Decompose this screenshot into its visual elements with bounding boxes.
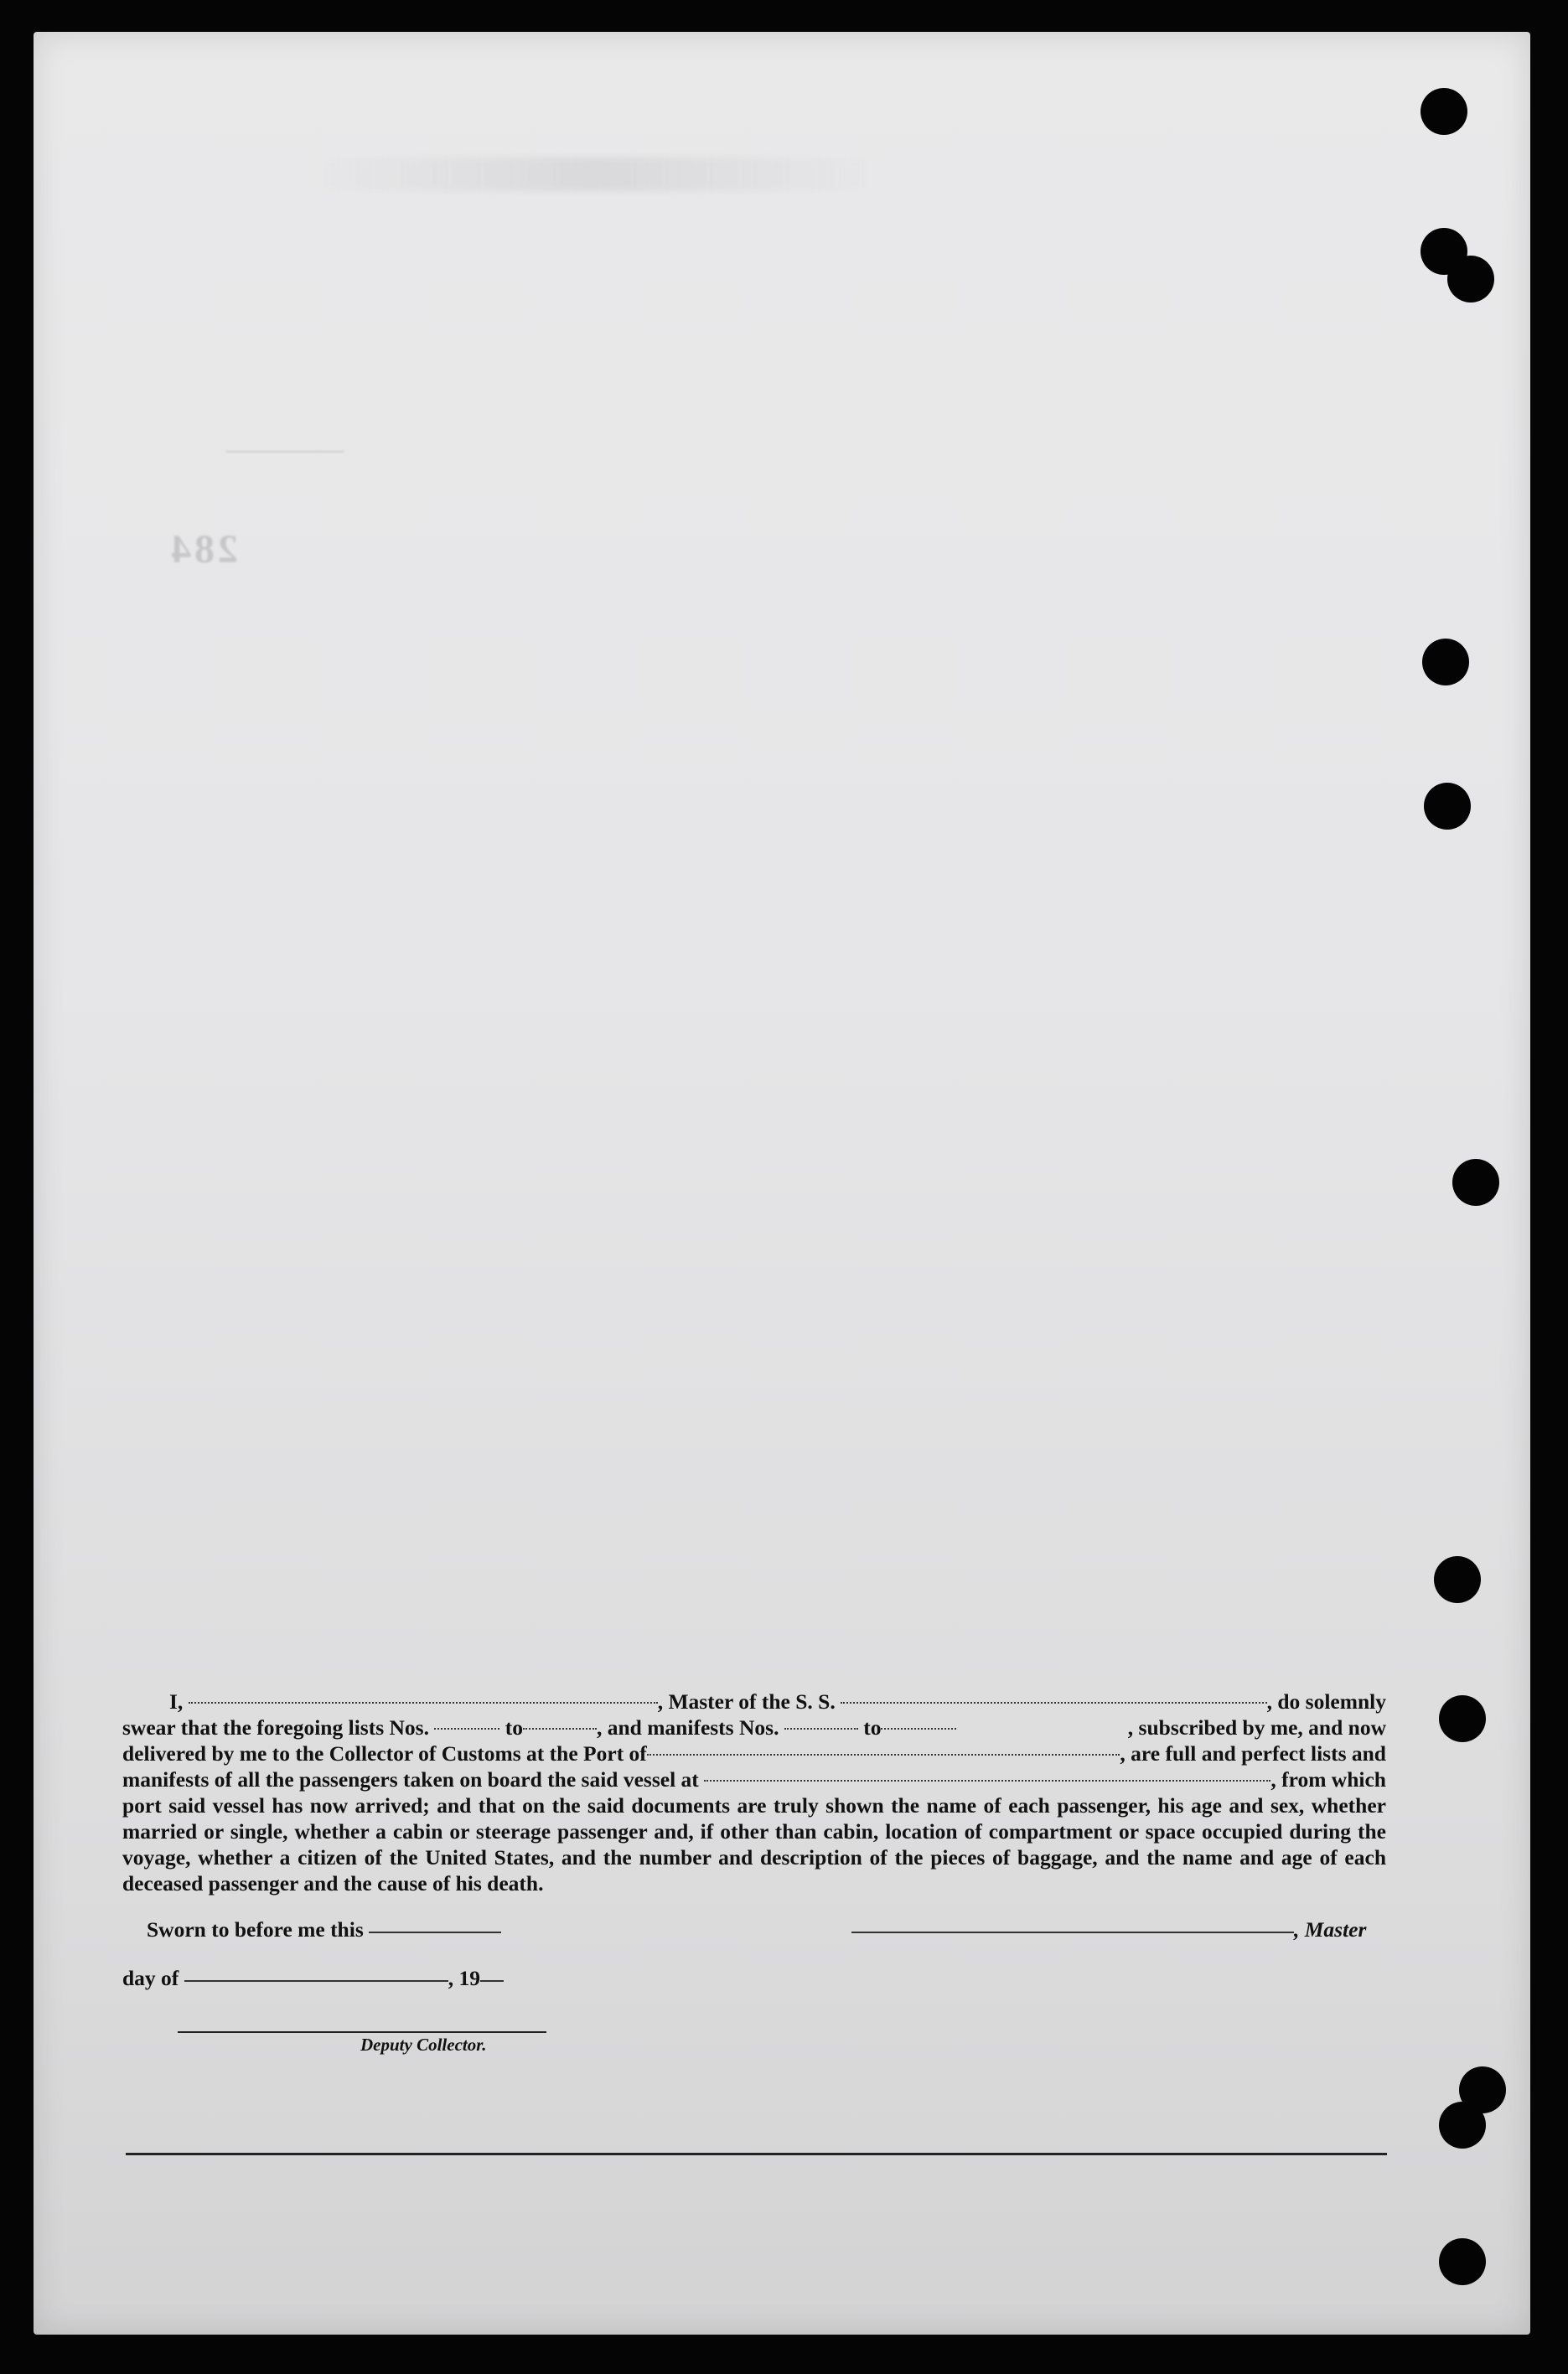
punch-hole <box>1439 2102 1486 2149</box>
oath-text: , subscribed by me, and now <box>1127 1715 1386 1740</box>
day-of-label: day of <box>122 1966 184 1990</box>
vessel-name-blank[interactable] <box>841 1702 1267 1704</box>
oath-text: to <box>857 1715 882 1740</box>
faded-stamp-box <box>226 451 344 486</box>
deputy-signature-blank[interactable] <box>178 2031 546 2033</box>
oath-text: , are full and perfect lists and <box>1120 1741 1386 1766</box>
oath-body-text: port said vessel has now arrived; and that on the said documents are truly shown the name of each passenger, his age and sex, whether married or single, whether a cabin or steerage passenger and, if other than cabin, location of compartment or space occupied during the voyage, whether a citizen of the United States, and the number and description of the pieces of baggage, and the name and age of each deceased passenger and the cause of his death. <box>122 1793 1386 1896</box>
day-of-line <box>122 1966 504 1991</box>
oath-text: , Master of the S. S. <box>657 1689 841 1714</box>
sworn-date-blank[interactable] <box>369 1932 501 1933</box>
sworn-line <box>147 1917 501 1942</box>
manifests-from-blank[interactable] <box>784 1728 858 1730</box>
punch-hole <box>1434 1556 1481 1603</box>
oath-line-1 <box>122 1689 1386 1715</box>
faded-header-bleedthrough <box>302 158 888 191</box>
master-label: , Master <box>1294 1917 1367 1942</box>
manifests-to-blank[interactable] <box>881 1728 956 1730</box>
oath-line-2 <box>122 1715 1386 1740</box>
faded-page-number-bleedthrough: 284 <box>168 527 238 572</box>
punch-hole <box>1439 1695 1486 1742</box>
punch-hole <box>1421 88 1467 135</box>
master-signature-line <box>851 1917 1366 1942</box>
oath-text: delivered by me to the Collector of Customs at the Port of <box>122 1741 647 1766</box>
oath-text: manifests of all the passengers taken on board the said vessel at <box>122 1767 705 1792</box>
oath-text: , and manifests Nos. <box>596 1715 784 1740</box>
oath-text: , from which <box>1270 1767 1386 1792</box>
master-signature-blank[interactable] <box>851 1932 1294 1933</box>
punch-hole <box>1422 639 1469 685</box>
master-name-blank[interactable] <box>189 1702 658 1704</box>
oath-text: I, <box>169 1689 189 1714</box>
year-label: , 19 <box>448 1966 480 1990</box>
deputy-collector-label: Deputy Collector. <box>360 2035 487 2055</box>
punch-hole <box>1452 1159 1499 1206</box>
master-oath-paragraph <box>122 1689 1386 1896</box>
port-blank[interactable] <box>647 1754 1120 1756</box>
year-blank[interactable] <box>480 1980 504 1982</box>
lists-from-blank[interactable] <box>434 1728 499 1730</box>
day-of-blank[interactable] <box>184 1980 448 1982</box>
oath-text: , do solemnly <box>1266 1689 1386 1714</box>
sworn-label: Sworn to before me this <box>147 1917 370 1942</box>
bottom-rule <box>126 2153 1387 2155</box>
lists-to-blank[interactable] <box>523 1728 597 1730</box>
punch-hole <box>1439 2238 1486 2285</box>
punch-hole <box>1447 256 1494 303</box>
embarkation-port-blank[interactable] <box>704 1780 1270 1782</box>
punch-hole <box>1424 783 1471 830</box>
oath-line-3 <box>122 1740 1386 1766</box>
oath-text: to <box>499 1715 523 1740</box>
oath-line-4 <box>122 1766 1386 1792</box>
oath-text: swear that the foregoing lists Nos. <box>122 1715 435 1740</box>
